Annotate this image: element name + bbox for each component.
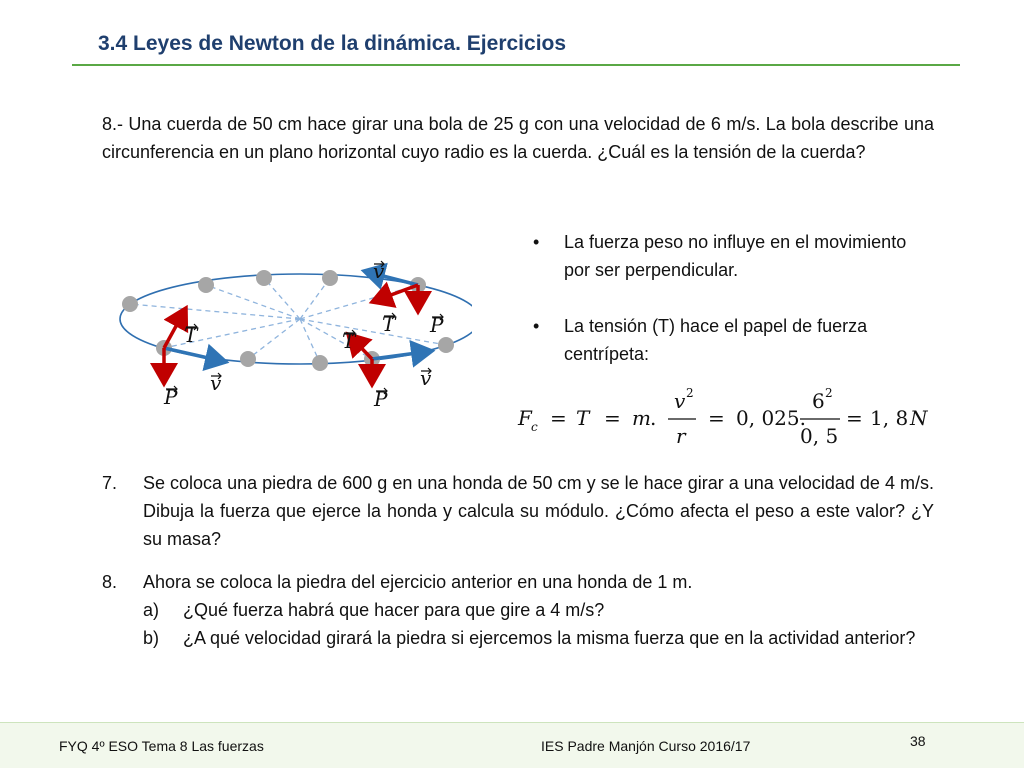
svg-text:v: v — [210, 371, 222, 395]
svg-text:0, 5: 0, 5 — [800, 424, 839, 447]
label-t-top — [382, 312, 397, 336]
svg-text:m: m — [632, 406, 651, 430]
label-p-right — [373, 387, 388, 411]
svg-text:P: P — [164, 385, 178, 409]
problem-statement: 8.- Una cuerda de 50 cm hace girar una bola de 25 g con una velocidad de 6 m/s. La bola describe una circunferencia en un plano horizontal cuyo radio es la cuerda. ¿Cuál es la tensión de la cuerda? — [102, 114, 934, 162]
exercise-subitem — [102, 596, 934, 624]
footer-divider — [0, 722, 1024, 723]
svg-text:v: v — [373, 259, 385, 283]
velocity-arrow-right — [372, 351, 432, 359]
svg-text:c: c — [531, 420, 538, 434]
label-t-right — [342, 329, 357, 353]
velocity-arrow-left — [164, 348, 226, 362]
label-p-top — [429, 313, 444, 337]
exercise-text: Ahora se coloca la piedra del ejercicio anterior en una honda de 1 m. — [143, 572, 693, 592]
exercise-list — [102, 469, 934, 652]
label-v-top — [373, 259, 385, 283]
svg-text:=: = — [604, 406, 621, 430]
subitem-text: ¿A qué velocidad girará la piedra si ejercemos la misma fuerza que en la actividad anterior? — [183, 628, 916, 648]
footer-school: IES Padre Manjón Curso 2016/17 — [541, 738, 751, 754]
subitem-letter: b) — [143, 628, 160, 648]
title-divider — [72, 64, 960, 66]
svg-text:1, 8: 1, 8 — [870, 406, 909, 430]
svg-text:P: P — [374, 387, 388, 411]
svg-text:r: r — [676, 424, 686, 447]
label-v-left — [210, 371, 222, 395]
svg-text:v: v — [674, 389, 686, 413]
subitem-letter: a) — [143, 600, 160, 620]
svg-text:2: 2 — [825, 386, 833, 400]
svg-text:T: T — [382, 312, 396, 336]
centripetal-force-formula — [512, 383, 932, 447]
subitem-text: ¿Qué fuerza habrá que hacer para que gire a 4 m/s? — [183, 600, 605, 620]
explanation-bullets — [533, 228, 913, 396]
exercise-item — [102, 568, 934, 596]
footer-course: FYQ 4º ESO Tema 8 Las fuerzas — [59, 738, 264, 754]
exercise-text: Se coloca una piedra de 600 g en una honda de 50 cm y se le hace girar a una velocidad de 4 m/s. Dibuja la fuerza que ejerce la honda y calcula su módulo. ¿Cómo afecta el peso a este valor? ¿Y su masa? — [143, 473, 934, 549]
label-v-right — [420, 366, 432, 390]
bullet-marker: • — [533, 316, 540, 336]
svg-text:v: v — [420, 366, 432, 390]
exercise-number: 7. — [102, 473, 118, 493]
svg-text:=: = — [846, 406, 863, 430]
svg-text:.: . — [650, 406, 657, 430]
page-number: 38 — [910, 733, 926, 749]
svg-text:N: N — [910, 406, 928, 430]
svg-text:P: P — [430, 313, 444, 337]
svg-text:2: 2 — [686, 386, 694, 400]
bullet-marker: • — [533, 232, 540, 252]
label-p-left — [163, 385, 178, 409]
tension-arrow-left — [164, 308, 186, 348]
circular-motion-diagram — [112, 252, 472, 422]
svg-text:=: = — [708, 406, 725, 430]
svg-text:F: F — [518, 406, 532, 430]
svg-text:0, 025.: 0, 025. — [736, 406, 806, 430]
page-title: 3.4 Leyes de Newton de la dinámica. Ejercicios — [98, 32, 567, 55]
bullet-text: La tensión (T) hace el papel de fuerza centrípeta: — [564, 316, 868, 364]
svg-text:T: T — [184, 323, 198, 347]
svg-text:T: T — [576, 406, 590, 430]
svg-text:6: 6 — [812, 389, 825, 413]
exercise-subitem — [102, 624, 934, 652]
tension-arrow-top — [372, 285, 418, 302]
label-t-left — [184, 323, 199, 347]
bullet-text: La fuerza peso no influye en el movimiento por ser perpendicular. — [564, 232, 907, 280]
exercise-number: 8. — [102, 572, 118, 592]
bullet-item — [533, 312, 913, 368]
exercise-item — [102, 469, 934, 553]
bullet-item — [533, 228, 913, 284]
svg-text:T: T — [342, 329, 356, 353]
svg-text:=: = — [550, 406, 567, 430]
